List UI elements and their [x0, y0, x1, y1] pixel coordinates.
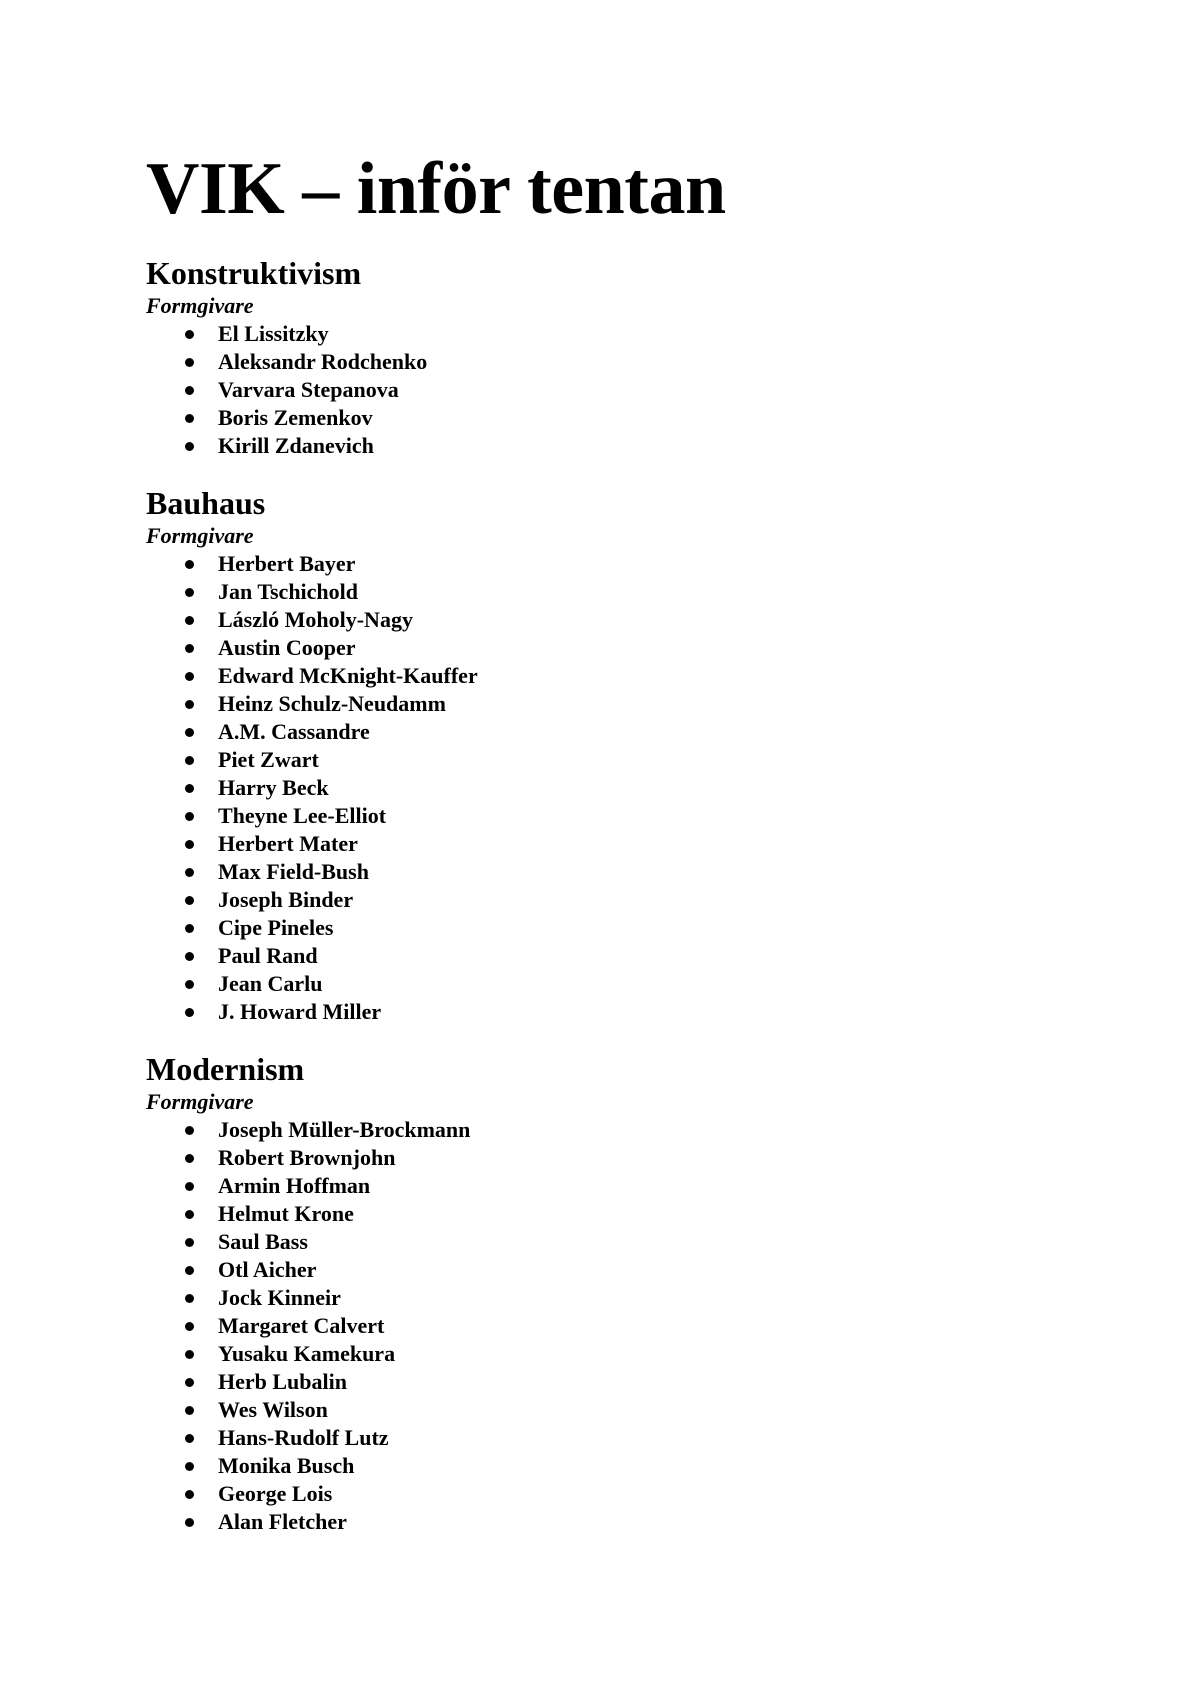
designer-name: Joseph Müller-Brockmann [218, 1117, 471, 1142]
designer-list [146, 320, 1146, 460]
designer-name: Alan Fletcher [218, 1509, 347, 1534]
bullet-icon [185, 756, 194, 765]
bullet-icon [185, 700, 194, 709]
designer-list [146, 1116, 1146, 1536]
designer-name: Cipe Pineles [218, 915, 334, 940]
list-item [218, 578, 1146, 606]
section-heading: Bauhaus [146, 485, 266, 521]
list-item [218, 1368, 1146, 1396]
bullet-icon [185, 672, 194, 681]
bullet-icon [185, 728, 194, 737]
list-item [218, 550, 1146, 578]
section-heading: Modernism [146, 1051, 305, 1087]
list-item [218, 1424, 1146, 1452]
designer-name: Herbert Bayer [218, 551, 356, 576]
list-item [218, 858, 1146, 886]
bullet-icon [185, 924, 194, 933]
bullet-icon [185, 1266, 194, 1275]
designer-name: A.M. Cassandre [218, 719, 370, 744]
designer-name: Joseph Binder [218, 887, 354, 912]
designer-name: Herbert Mater [218, 831, 358, 856]
section-subheading: Formgivare [146, 523, 254, 548]
bullet-icon [185, 1462, 194, 1471]
designer-name: Herb Lubalin [218, 1369, 347, 1394]
list-item [218, 886, 1146, 914]
bullet-icon [185, 1210, 194, 1219]
list-item [218, 320, 1146, 348]
section-modernism [146, 1050, 1146, 1536]
bullet-icon [185, 560, 194, 569]
designer-name: Aleksandr Rodchenko [218, 349, 428, 374]
designer-name: Heinz Schulz-Neudamm [218, 691, 446, 716]
bullet-icon [185, 358, 194, 367]
bullet-icon [185, 896, 194, 905]
document-page [146, 140, 1146, 1536]
list-item [218, 1144, 1146, 1172]
list-item [218, 942, 1146, 970]
list-item [218, 606, 1146, 634]
bullet-icon [185, 414, 194, 423]
list-item [218, 376, 1146, 404]
list-item [218, 1256, 1146, 1284]
bullet-icon [185, 1378, 194, 1387]
list-item [218, 998, 1146, 1026]
designer-name: László Moholy-Nagy [218, 607, 413, 632]
designer-name: El Lissitzky [218, 321, 329, 346]
designer-name: Jean Carlu [218, 971, 323, 996]
designer-name: Boris Zemenkov [218, 405, 373, 430]
designer-name: Piet Zwart [218, 747, 319, 772]
list-item [218, 662, 1146, 690]
section-subheading: Formgivare [146, 1089, 254, 1114]
list-item [218, 1172, 1146, 1200]
list-item [218, 1340, 1146, 1368]
list-item [218, 1396, 1146, 1424]
list-item [218, 1452, 1146, 1480]
bullet-icon [185, 330, 194, 339]
bullet-icon [185, 1350, 194, 1359]
bullet-icon [185, 1182, 194, 1191]
bullet-icon [185, 980, 194, 989]
bullet-icon [185, 1126, 194, 1135]
section-bauhaus [146, 484, 1146, 1026]
bullet-icon [185, 952, 194, 961]
designer-name: J. Howard Miller [218, 999, 382, 1024]
designer-name: George Lois [218, 1481, 333, 1506]
designer-name: Otl Aicher [218, 1257, 317, 1282]
list-item [218, 690, 1146, 718]
designer-name: Saul Bass [218, 1229, 308, 1254]
list-item [218, 404, 1146, 432]
bullet-icon [185, 1490, 194, 1499]
list-item [218, 1508, 1146, 1536]
bullet-icon [185, 1434, 194, 1443]
bullet-icon [185, 1154, 194, 1163]
list-item [218, 1480, 1146, 1508]
bullet-icon [185, 840, 194, 849]
designer-name: Harry Beck [218, 775, 329, 800]
bullet-icon [185, 588, 194, 597]
designer-name: Robert Brownjohn [218, 1145, 396, 1170]
list-item [218, 718, 1146, 746]
designer-name: Helmut Krone [218, 1201, 354, 1226]
bullet-icon [185, 812, 194, 821]
list-item [218, 432, 1146, 460]
bullet-icon [185, 1294, 194, 1303]
list-item [218, 634, 1146, 662]
bullet-icon [185, 644, 194, 653]
document-title: VIK – inför tentan [146, 148, 726, 230]
list-item [218, 746, 1146, 774]
list-item [218, 1116, 1146, 1144]
bullet-icon [185, 1322, 194, 1331]
designer-name: Kirill Zdanevich [218, 433, 374, 458]
list-item [218, 802, 1146, 830]
designer-name: Monika Busch [218, 1453, 355, 1478]
list-item [218, 1312, 1146, 1340]
designer-list [146, 550, 1146, 1026]
list-item [218, 830, 1146, 858]
bullet-icon [185, 784, 194, 793]
bullet-icon [185, 442, 194, 451]
list-item [218, 348, 1146, 376]
designer-name: Armin Hoffman [218, 1173, 371, 1198]
bullet-icon [185, 1518, 194, 1527]
designer-name: Hans-Rudolf Lutz [218, 1425, 389, 1450]
designer-name: Yusaku Kamekura [218, 1341, 396, 1366]
designer-name: Jock Kinneir [218, 1285, 341, 1310]
section-konstruktivism [146, 254, 1146, 460]
list-item [218, 1228, 1146, 1256]
designer-name: Varvara Stepanova [218, 377, 399, 402]
designer-name: Margaret Calvert [218, 1313, 385, 1338]
list-item [218, 1284, 1146, 1312]
designer-name: Paul Rand [218, 943, 318, 968]
bullet-icon [185, 616, 194, 625]
bullet-icon [185, 1008, 194, 1017]
section-heading: Konstruktivism [146, 255, 362, 291]
designer-name: Jan Tschichold [218, 579, 359, 604]
designer-name: Edward McKnight-Kauffer [218, 663, 478, 688]
section-subheading: Formgivare [146, 293, 254, 318]
list-item [218, 774, 1146, 802]
bullet-icon [185, 1238, 194, 1247]
designer-name: Max Field-Bush [218, 859, 369, 884]
designer-name: Wes Wilson [218, 1397, 328, 1422]
designer-name: Theyne Lee-Elliot [218, 803, 387, 828]
bullet-icon [185, 1406, 194, 1415]
list-item [218, 1200, 1146, 1228]
list-item [218, 914, 1146, 942]
bullet-icon [185, 868, 194, 877]
designer-name: Austin Cooper [218, 635, 356, 660]
list-item [218, 970, 1146, 998]
bullet-icon [185, 386, 194, 395]
